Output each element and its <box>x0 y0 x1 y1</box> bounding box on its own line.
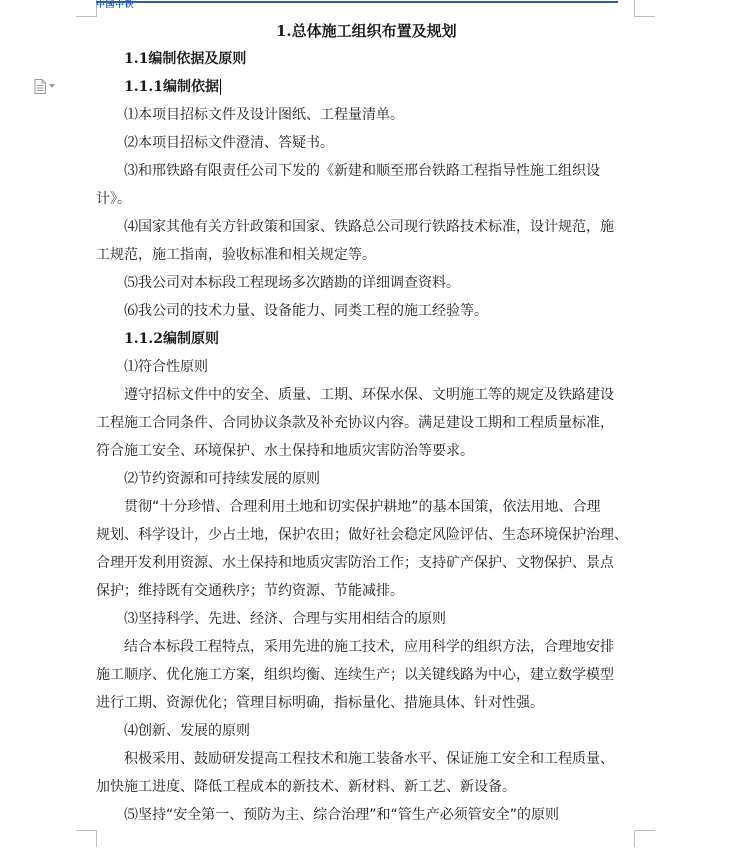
header-rule <box>96 1 618 3</box>
heading-1-1-1[interactable] <box>124 77 221 97</box>
header-logo: 中国中铁 <box>96 0 135 10</box>
basis-item: ⑸我公司对本标段工程现场多次踏勘的详细调查资料。 <box>124 275 460 291</box>
basis-item: ⑷国家其他有关方针政策和国家、铁路总公司现行铁路技术标准，设计规范，施 <box>124 219 614 235</box>
document-icon <box>34 79 46 94</box>
heading-1-1-2: 1.1.2编制原则 <box>124 331 219 347</box>
heading-1-1-1-text: 1.1.1编制依据 <box>124 79 219 95</box>
basis-item: ⑶和邢铁路有限责任公司下发的《新建和顺至邢台铁路工程指导性施工组织设 <box>124 163 600 179</box>
basis-item: ⑵本项目招标文件澄清、答疑书。 <box>124 135 334 151</box>
principle-text: 工程施工合同条件、合同协议条款及补充协议内容。满足建设工期和工程质量标准， <box>96 415 614 431</box>
principle-text: 遵守招标文件中的安全、质量、工期、环保水保、文明施工等的规定及铁路建设 <box>124 387 614 403</box>
chevron-down-icon <box>49 84 55 88</box>
principle-text: 合理开发利用资源、水土保持和地质灾害防治工作；支持矿产保护、文物保护、景点 <box>96 555 614 571</box>
crop-mark-top-right <box>634 0 655 17</box>
principle-text: 规划、科学设计，少占土地，保护农田；做好社会稳定风险评估、生态环境保护治理、 <box>96 527 628 543</box>
principle-text: 加快施工进度、降低工程成本的新技术、新材料、新工艺、新设备。 <box>96 779 516 795</box>
basis-item: ⑴本项目招标文件及设计图纸、工程量清单。 <box>124 107 404 123</box>
principle-text: 积极采用、鼓励研发提高工程技术和施工装备水平、保证施工安全和工程质量、 <box>124 751 614 767</box>
document-title: 1.总体施工组织布置及规划 <box>276 22 457 40</box>
principle-heading: ⑵节约资源和可持续发展的原则 <box>124 471 320 487</box>
principle-heading: ⑴符合性原则 <box>124 359 208 375</box>
heading-1-1: 1.1编制依据及原则 <box>124 51 247 67</box>
principle-heading: ⑸坚持“安全第一、预防为主、综合治理”和“管生产必须管安全”的原则 <box>124 807 560 823</box>
basis-item: ⑹我公司的技术力量、设备能力、同类工程的施工经验等。 <box>124 303 488 319</box>
document-options-icon[interactable] <box>34 78 64 94</box>
crop-mark-top-left <box>76 0 97 17</box>
basis-item-continuation: 工规范，施工指南，验收标准和相关规定等。 <box>96 247 376 263</box>
principle-text: 贯彻“十分珍惜、合理利用土地和切实保护耕地”的基本国策，依法用地、合理 <box>124 499 601 515</box>
principle-text: 施工顺序、优化施工方案，组织均衡、连续生产；以关键线路为中心，建立数学模型 <box>96 667 614 683</box>
basis-item-continuation: 计》。 <box>96 191 131 207</box>
principle-text: 符合施工安全、环境保护、水土保持和地质灾害防治等要求。 <box>96 443 474 459</box>
principle-heading: ⑶坚持科学、先进、经济、合理与实用相结合的原则 <box>124 611 446 627</box>
crop-mark-bottom-right <box>634 830 655 847</box>
text-cursor <box>220 79 221 95</box>
principle-text: 进行工期、资源优化；管理目标明确，指标量化、措施具体、针对性强。 <box>96 695 544 711</box>
crop-mark-bottom-left <box>76 830 97 847</box>
principle-text: 结合本标段工程特点，采用先进的施工技术，应用科学的组织方法，合理地安排 <box>124 639 614 655</box>
principle-heading: ⑷创新、发展的原则 <box>124 723 250 739</box>
principle-text: 保护；维持既有交通秩序；节约资源、节能减排。 <box>96 583 404 599</box>
